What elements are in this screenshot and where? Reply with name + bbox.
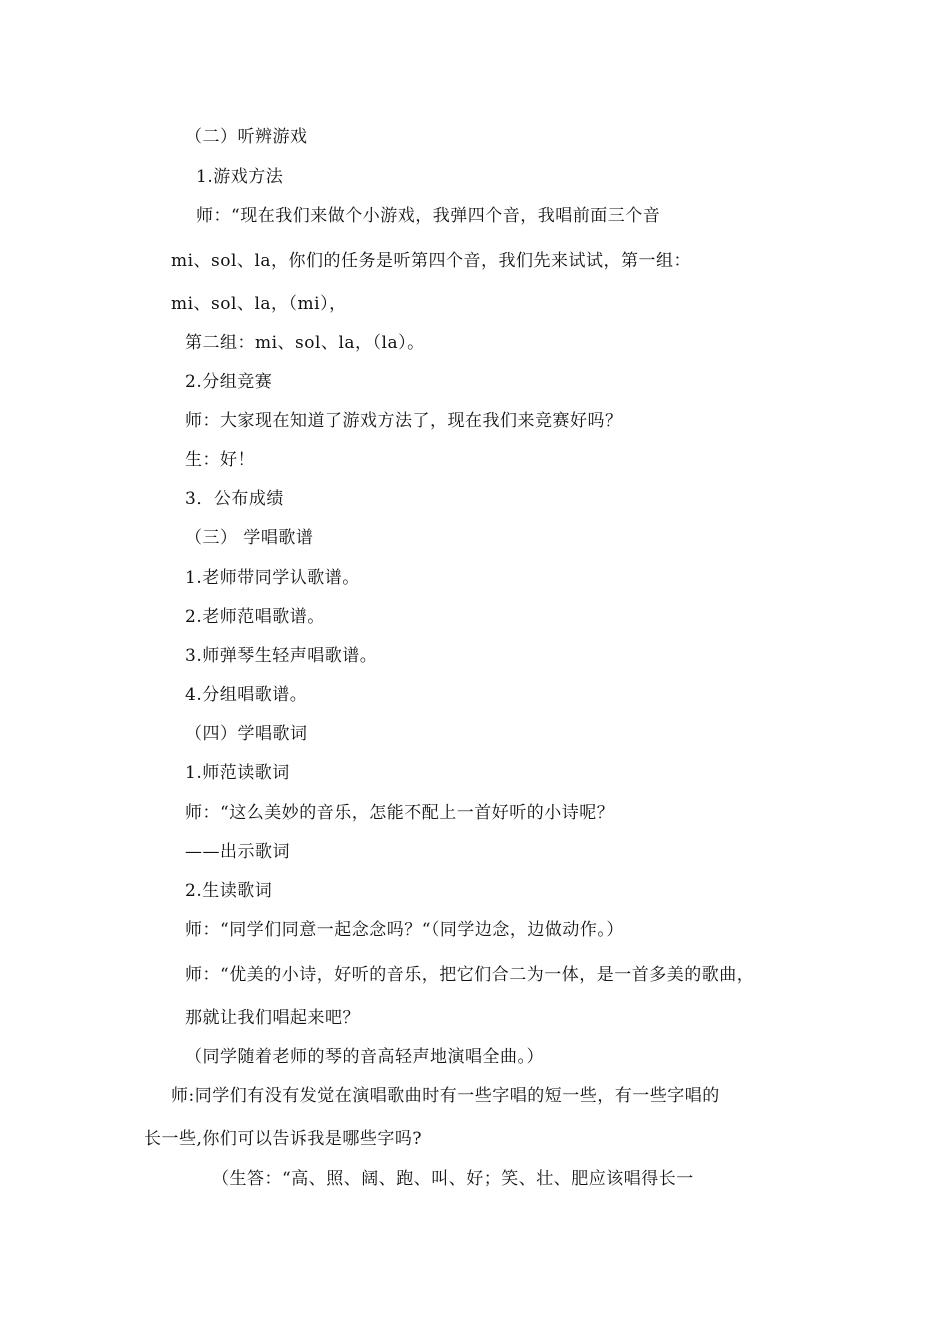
score-step-1: 1.老师带同学认歌谱。 xyxy=(185,568,360,588)
heading-learn-lyrics: （四）学唱歌词 xyxy=(185,724,308,744)
show-lyrics-line: ——出示歌词 xyxy=(185,842,290,862)
score-step-4: 4.分组唱歌谱。 xyxy=(185,685,308,705)
subheading-group-contest: 2.分组竞赛 xyxy=(185,372,273,392)
heading-listening-game: （二）听辨游戏 xyxy=(185,127,308,147)
group-two-notes: 第二组：mi、sol、la，（la）。 xyxy=(185,333,425,353)
teacher-line-recite: 师：“同学们同意一起念念吗？“（同学边念，边做动作。） xyxy=(185,920,624,940)
teacher-line-long-short-continued: 长一些,你们可以告诉我是哪些字吗? xyxy=(144,1129,423,1149)
subheading-game-method: 1.游戏方法 xyxy=(196,167,284,187)
lyrics-step-1: 1.师范读歌词 xyxy=(185,763,290,783)
teacher-line-poem: 师：“这么美妙的音乐，怎能不配上一首好听的小诗呢？ xyxy=(185,803,615,823)
score-step-2: 2.老师范唱歌谱。 xyxy=(185,607,325,627)
student-line-ok: 生：好！ xyxy=(185,450,255,470)
teacher-line-song-continued: 那就让我们唱起来吧？ xyxy=(185,1008,360,1028)
group-one-notes: mi、sol、la，（mi）， xyxy=(171,294,347,314)
heading-learn-score: （三） 学唱歌谱 xyxy=(185,528,314,548)
teacher-line-intro: 师：“现在我们来做个小游戏，我弹四个音，我唱前面三个音 xyxy=(196,206,661,226)
teacher-line-long-short: 师:同学们有没有发觉在演唱歌曲时有一些字唱的短一些，有一些字唱的 xyxy=(171,1086,720,1106)
student-answer-line: （生答：“高、照、阔、跑、叫、好；笑、壮、肥应该唱得长一 xyxy=(212,1169,694,1189)
students-sing-note: （同学随着老师的琴的音高轻声地演唱全曲。） xyxy=(185,1047,544,1067)
lyrics-step-2: 2.生读歌词 xyxy=(185,881,273,901)
teacher-line-contest: 师：大家现在知道了游戏方法了，现在我们来竞赛好吗？ xyxy=(185,411,623,431)
teacher-line-intro-continued: mi、sol、la，你们的任务是听第四个音，我们先来试试，第一组： xyxy=(171,251,692,271)
teacher-line-song: 师：“优美的小诗，好听的音乐，把它们合二为一体，是一首多美的歌曲， xyxy=(185,965,755,985)
subheading-announce-results: 3．公布成绩 xyxy=(185,489,284,509)
score-step-3: 3.师弹琴生轻声唱歌谱。 xyxy=(185,646,378,666)
